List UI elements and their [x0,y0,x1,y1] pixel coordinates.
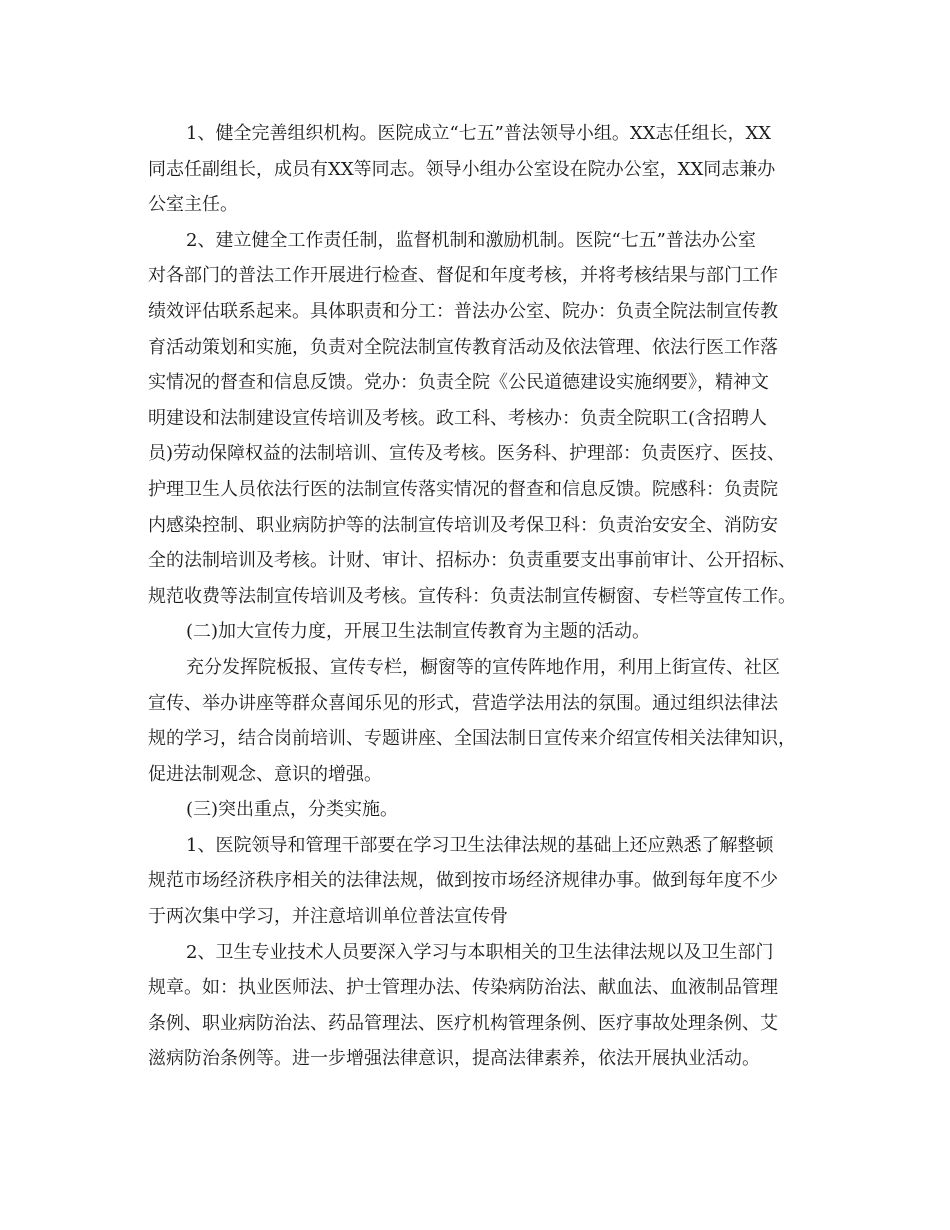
text-line: 规章。如：执业医师法、护士管理办法、传染病防治法、献血法、血液制品管理 [148,977,778,999]
text-line: 宣传、举办讲座等群众喜闻乐见的形式，营造学法用法的氛围。通过组织法律法 [148,692,778,714]
text-line: 2、卫生专业技术人员要深入学习与本职相关的卫生法律法规以及卫生部门 [186,941,774,963]
section-heading-publicity [148,614,810,650]
text-line: 同志任副组长，成员有XX等同志。领导小组办公室设在院办公室，XX同志兼办 [148,158,776,180]
section-heading-key-points [148,792,810,828]
text-line: 促进法制观念、意识的增强。 [148,763,382,785]
text-line: 员)劳动保障权益的法制培训、宣传及考核。医务科、护理部：负责医疗、医技、 [148,443,786,465]
text-line: 1、健全完善组织机构。医院成立“七五”普法领导小组。XX志任组长，XX [186,123,772,144]
text-line: 全的法制培训及考核。计财、审计、招标办：负责重要支出事前审计、公开招标、 [148,550,796,572]
document-body [148,116,810,1077]
paragraph-org-structure [148,116,810,223]
text-line: 明建设和法制建设宣传培训及考核。政工科、考核办：负责全院职工(含招聘人 [148,407,768,429]
text-line: 滋病防治条例等。进一步增强法律意识，提高法律素养，依法开展执业活动。 [148,1048,760,1070]
text-line: 育活动策划和实施，负责对全院法制宣传教育活动及依法管理、依法行医工作落 [148,336,778,358]
paragraph-publicity-activities [148,650,810,792]
text-line: 1、医院领导和管理干部要在学习卫生法律法规的基础上还应熟悉了解整顿 [186,834,774,856]
text-line: 于两次集中学习，并注意培训单位普法宣传骨 [148,906,508,928]
paragraph-technical-staff-study [148,935,810,1077]
text-line: 规范收费等法制宣传培训及考核。宣传科：负责法制宣传橱窗、专栏等宣传工作。 [148,585,796,607]
text-line: 护理卫生人员依法行医的法制宣传落实情况的督查和信息反馈。院感科：负责院 [148,478,778,500]
text-line: 充分发挥院板报、宣传专栏，橱窗等的宣传阵地作用，利用上街宣传、社区 [186,656,780,678]
text-line: (三)突出重点，分类实施。 [186,799,399,821]
paragraph-responsibility-system [148,223,810,615]
text-line: 实情况的督查和信息反馈。党办：负责全院《公民道德建设实施纲要》，精神文 [148,372,769,394]
text-line: 条例、职业病防治法、药品管理法、医疗机构管理条例、医疗事故处理条例、艾 [148,1012,778,1034]
text-line: 公室主任。 [148,194,238,216]
paragraph-leadership-study [148,828,810,935]
text-line: 2、建立健全工作责任制，监督机制和激励机制。医院“七五”普法办公室 [186,229,756,251]
text-line: 绩效评估联系起来。具体职责和分工：普法办公室、院办：负责全院法制宣传教 [148,300,778,322]
text-line: 对各部门的普法工作开展进行检查、督促和年度考核，并将考核结果与部门工作 [148,265,778,287]
text-line: (二)加大宣传力度，开展卫生法制宣传教育为主题的活动。 [186,621,651,643]
text-line: 规的学习，结合岗前培训、专题讲座、全国法制日宣传来介绍宣传相关法律知识， [148,728,796,750]
text-line: 内感染控制、职业病防护等的法制宣传培训及考保卫科：负责治安安全、消防安 [148,514,778,536]
text-line: 规范市场经济秩序相关的法律法规，做到按市场经济规律办事。做到每年度不少 [148,870,778,892]
